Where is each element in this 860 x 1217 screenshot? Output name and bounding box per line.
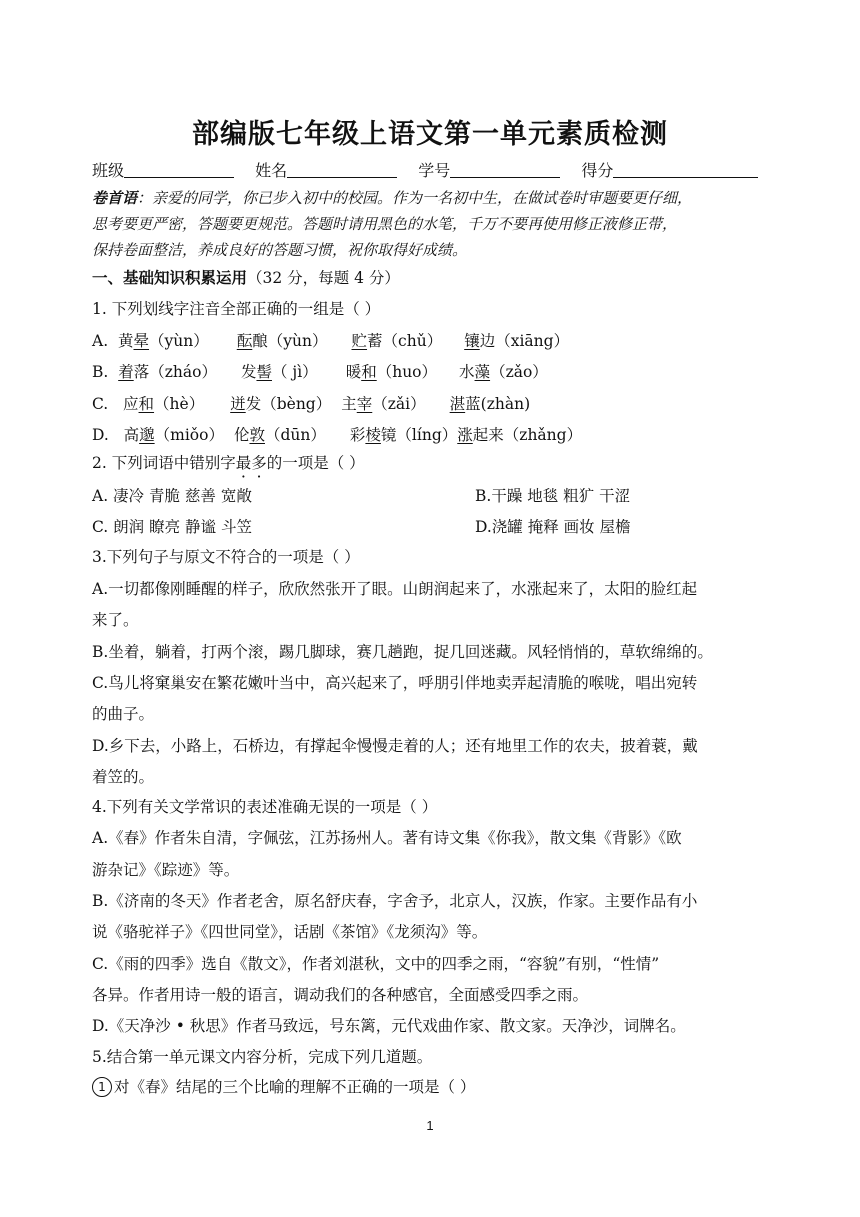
q1-option-c[interactable] bbox=[92, 392, 530, 414]
q1-option-b[interactable] bbox=[92, 360, 548, 382]
word-char: 起来 bbox=[472, 426, 504, 444]
q1-option-d[interactable] bbox=[92, 423, 582, 445]
student-info-fields bbox=[92, 158, 774, 181]
subquestion-text: 对《春》结尾的三个比喻的理解不正确的一项是（ ） bbox=[114, 1078, 476, 1096]
score-label: 得分 bbox=[581, 161, 614, 180]
word-char: 蓝 bbox=[465, 395, 481, 413]
preface-line-1 bbox=[92, 187, 692, 208]
q2-option-c[interactable]: C. 朗润 瞭亮 静谧 斗笠 bbox=[92, 518, 252, 536]
question-5-stem: 5.结合第一单元课文内容分析，完成下列几道题。 bbox=[92, 1048, 433, 1066]
q2-option-d[interactable]: D.浇罐 掩释 画妆 屋檐 bbox=[475, 518, 631, 536]
pinyin: （yùn） bbox=[149, 332, 209, 350]
question-3-stem: 3.下列句子与原文不符合的一项是（ ） bbox=[92, 548, 360, 566]
word-char: 暖 bbox=[345, 363, 362, 381]
word-char: 镜 bbox=[380, 426, 397, 444]
preface-line-3: 保持卷面整洁，养成良好的答题习惯，祝你取得好成绩。 bbox=[92, 241, 468, 259]
pinyin: （zǎi） bbox=[372, 395, 426, 413]
q3-option-d-line-1[interactable]: D.乡下去，小路上，石桥边，有撑起伞慢慢走着的人；还有地里工作的农夫，披着蓑，戴 bbox=[92, 737, 698, 755]
underlined-char: 髻 bbox=[256, 363, 272, 381]
emphasis-char: 多 bbox=[251, 454, 267, 472]
underlined-char: 贮 bbox=[351, 332, 368, 350]
option-label: C. bbox=[92, 395, 109, 413]
q5-subquestion-1 bbox=[92, 1075, 475, 1097]
underlined-char: 宰 bbox=[356, 395, 373, 413]
q3-option-b[interactable]: B.坐着，躺着，打两个滚，踢几脚球，赛几趟跑，捉几回迷藏。风轻悄悄的，草软绵绵的。 bbox=[92, 643, 713, 661]
word-char: 酿 bbox=[252, 332, 268, 350]
section-heading bbox=[92, 266, 400, 288]
pinyin: （yùn） bbox=[267, 332, 328, 350]
option-label: D. bbox=[92, 426, 109, 444]
option-label: A. bbox=[92, 332, 109, 350]
q3-option-c-line-2[interactable]: 的曲子。 bbox=[92, 705, 155, 723]
id-label: 学号 bbox=[418, 161, 451, 180]
word-char: 水 bbox=[459, 363, 475, 381]
class-blank[interactable] bbox=[124, 161, 234, 178]
underlined-char: 晕 bbox=[133, 332, 150, 350]
word-char: 主 bbox=[341, 395, 357, 413]
stem-text: 的一项是（ ） bbox=[266, 454, 365, 472]
q2-option-a[interactable]: A. 凄冷 青脆 慈善 宽敞 bbox=[92, 487, 252, 505]
word-char: 高 bbox=[123, 426, 140, 444]
score-blank[interactable] bbox=[613, 161, 758, 178]
word-char: 应 bbox=[123, 395, 139, 413]
page-number: 1 bbox=[426, 1118, 434, 1133]
emphasis-char: 最 bbox=[235, 454, 252, 472]
circled-number: 1 bbox=[92, 1077, 112, 1097]
preface-label: 卷首语 bbox=[92, 189, 138, 207]
q3-option-a-line-2[interactable]: 来了。 bbox=[92, 611, 139, 629]
q4-option-b-line-2[interactable]: 说《骆驼祥子》《四世同堂》，话剧《茶馆》《龙须沟》等。 bbox=[92, 923, 488, 941]
class-label: 班级 bbox=[92, 161, 125, 180]
underlined-char: 和 bbox=[138, 395, 155, 413]
pinyin: （zhǎng） bbox=[503, 426, 583, 444]
q4-option-a-line-2[interactable]: 游杂记》《踪迹》等。 bbox=[92, 861, 240, 879]
word-char: 彩 bbox=[349, 426, 366, 444]
underlined-char: 湛 bbox=[449, 395, 466, 413]
q1-option-a[interactable] bbox=[92, 329, 569, 351]
q4-option-d[interactable]: D.《天净沙 • 秋思》作者马致远，号东篱，元代戏曲作家、散文家。天净沙，词牌名。 bbox=[92, 1017, 686, 1035]
underlined-char: 着 bbox=[118, 363, 134, 381]
underlined-char: 藻 bbox=[474, 363, 491, 381]
word-char: 发 bbox=[240, 363, 257, 381]
underlined-char: 迸 bbox=[230, 395, 246, 413]
q3-option-d-line-2[interactable]: 着笠的。 bbox=[92, 768, 155, 786]
q2-option-b[interactable]: B.干躁 地毯 粗犷 干涩 bbox=[475, 487, 631, 505]
q3-option-c-line-1[interactable]: C.鸟儿将窠巢安在繁花嫩叶当中，高兴起来了，呼朋引伴地卖弄起清脆的喉咙，唱出宛转 bbox=[92, 674, 698, 692]
pinyin: （chǔ） bbox=[382, 332, 443, 350]
question-2-stem bbox=[92, 451, 365, 473]
word-char: 边 bbox=[479, 332, 496, 350]
question-1-stem: 1. 下列划线字注音全部正确的一组是（ ） bbox=[92, 300, 381, 318]
pinyin: （líng） bbox=[396, 426, 458, 444]
q3-option-a-line-1[interactable]: A.一切都像刚睡醒的样子，欣欣然张开了眼。山朗润起来了，水涨起来了，太阳的脸红起 bbox=[92, 580, 698, 598]
word-char: 落 bbox=[133, 363, 150, 381]
section-note: （32 分，每题 4 分） bbox=[247, 269, 400, 287]
q4-option-c-line-1[interactable]: C.《雨的四季》选自《散文》，作者刘湛秋，文中的四季之雨，“容貌”有别，“性情” bbox=[92, 955, 660, 973]
pinyin: （dūn） bbox=[264, 426, 326, 444]
pinyin: (zhàn) bbox=[480, 395, 531, 413]
underlined-char: 邈 bbox=[139, 426, 155, 444]
underlined-char: 敦 bbox=[249, 426, 265, 444]
question-4-stem: 4.下列有关文学常识的表述准确无误的一项是（ ） bbox=[92, 798, 438, 816]
pinyin: （miǒo） bbox=[154, 426, 224, 444]
word-char: 蓄 bbox=[367, 332, 383, 350]
pinyin: （huo） bbox=[376, 363, 438, 381]
page-title: 部编版七年级上语文第一单元素质检测 bbox=[192, 119, 668, 150]
pinyin: （ jì） bbox=[271, 363, 318, 381]
pinyin: （bèng） bbox=[261, 395, 332, 413]
preface-text-1: ：亲爱的同学，你已步入初中的校园。作为一名初中生，在做试卷时审题要更仔细， bbox=[137, 189, 693, 207]
option-label: B. bbox=[92, 363, 109, 381]
id-blank[interactable] bbox=[450, 161, 560, 178]
underlined-char: 酝 bbox=[236, 332, 253, 350]
underlined-char: 镶 bbox=[464, 332, 480, 350]
name-blank[interactable] bbox=[287, 161, 397, 178]
word-char: 伦 bbox=[233, 426, 250, 444]
underlined-char: 涨 bbox=[457, 426, 473, 444]
pinyin: （zǎo） bbox=[490, 363, 548, 381]
underlined-char: 和 bbox=[361, 363, 377, 381]
preface-line-2: 思考要更严密，答题要更规范。答题时请用黑色的水笔，千万不要再使用修正液修正带， bbox=[92, 215, 678, 233]
name-label: 姓名 bbox=[255, 161, 288, 180]
word-char: 发 bbox=[245, 395, 262, 413]
pinyin: （xiāng） bbox=[495, 332, 570, 350]
word-char: 黄 bbox=[117, 332, 134, 350]
pinyin: （zháo） bbox=[149, 363, 217, 381]
pinyin: （hè） bbox=[154, 395, 205, 413]
underlined-char: 棱 bbox=[365, 426, 381, 444]
section-title: 一、基础知识积累运用 bbox=[92, 268, 248, 287]
q4-option-c-line-2[interactable]: 各异。作者用诗一般的语言，调动我们的各种感官，全面感受四季之雨。 bbox=[92, 986, 589, 1004]
q4-option-b-line-1[interactable]: B.《济南的冬天》作者老舍，原名舒庆春，字舍予，北京人，汉族，作家。主要作品有小 bbox=[92, 892, 698, 910]
stem-text: 2. 下列词语中错别字 bbox=[92, 454, 236, 472]
q4-option-a-line-1[interactable]: A.《春》作者朱自清，字佩弦，江苏扬州人。著有诗文集《你我》，散文集《背影》《欧 bbox=[92, 829, 682, 847]
